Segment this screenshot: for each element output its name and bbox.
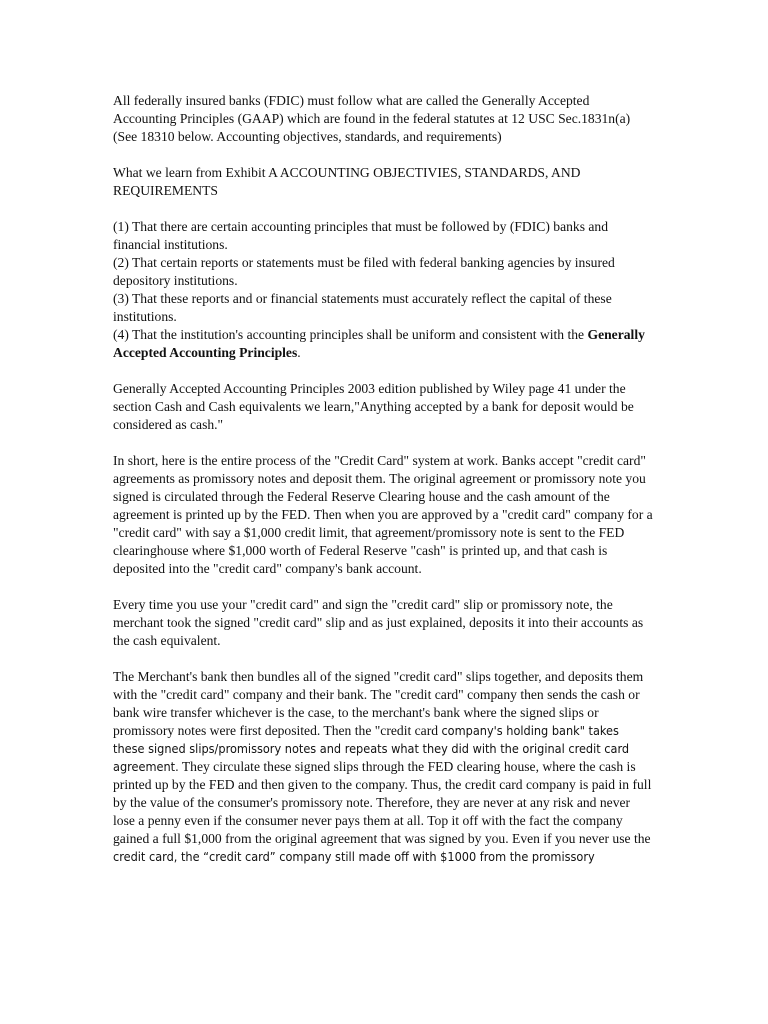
exhibit-heading-paragraph: What we learn from Exhibit A ACCOUNTING OBJECTIVIES, STANDARDS, AND REQUIREMENTS	[113, 165, 581, 198]
merchant-bank-paragraph	[113, 668, 653, 866]
findings-list	[113, 218, 653, 362]
paragraph-text: They circulate these signed slips through the FED clearing house, where the cash is printed up by the FED and then given to the company. Thus, the credit card company is paid in full by the value of the consumer's promissory note. Therefore, they are never at any risk and never lose a penny even if the consumer never pays them at all. Top it off with the fact the company gained a full $1,000 from the original agreement that was signed by you. Even if you never use the	[113, 759, 652, 846]
list-item	[113, 326, 653, 362]
list-item: (2) That certain reports or statements must be filed with federal banking agencies by insured depository institutions.	[113, 255, 615, 288]
merchant-slip-paragraph: Every time you use your "credit card" and sign the "credit card" slip or promissory note, the merchant took the signed "credit card" slip and as just explained, deposits it into their accounts as the cash equivalent.	[113, 597, 644, 648]
list-item-period: .	[297, 345, 301, 360]
credit-card-process-paragraph: In short, here is the entire process of the "Credit Card" system at work. Banks accept "credit card" agreements as promissory notes and deposit them. The original agreement or promissory note you signed is circulated through the Federal Reserve Clearing house and the cash amount of the agreement is printed up by the FED. Then when you are approved by a "credit card" company for a "credit card" with say a $1,000 credit limit, that agreement/promissory note is sent to the FED clearinghouse where $1,000 worth of Federal Reserve "cash" is printed up, and that cash is deposited into the "credit card" company's bank account.	[113, 453, 653, 576]
list-item-text: (4) That the institution's accounting principles shall be uniform and consistent with the	[113, 327, 585, 342]
gaap-quote-paragraph: Generally Accepted Accounting Principles 2003 edition published by Wiley page 41 under the section Cash and Cash equivalents we learn,"Anything accepted by a bank for deposit would be considered as cash."	[113, 381, 634, 432]
intro-paragraph: All federally insured banks (FDIC) must follow what are called the Generally Accepted Accounting Principles (GAAP) which are found in the federal statutes at 12 USC Sec.1831n(a) (See 18310 below. Accounting objectives, standards, and requirements)	[113, 93, 631, 144]
paragraph-text: The Merchant's bank then bundles all of the signed "credit card" slips together, and deposits them with the "credit card" company and their bank. The "credit card" company then sends the cash or bank wire transfer whichever is the case, to the merchant's bank where the signed slips or promissory notes were first deposited. Then the "credit card	[113, 669, 644, 738]
paragraph-text-condensed: credit card, the “credit card” company still made off with $1000 from the promissory	[113, 849, 595, 864]
list-item: (1) That there are certain accounting principles that must be followed by (FDIC) banks and financial institutions.	[113, 219, 609, 252]
paragraph-text-condensed: company's holding bank" takes these signed slips/promissory notes and repeats what they did with the original credit card agreement.	[113, 723, 630, 774]
document-page	[113, 92, 653, 884]
list-item: (3) That these reports and or financial statements must accurately reflect the capital of these institutions.	[113, 291, 612, 324]
gaap-bold-text: Generally Accepted Accounting Principles	[113, 327, 645, 360]
